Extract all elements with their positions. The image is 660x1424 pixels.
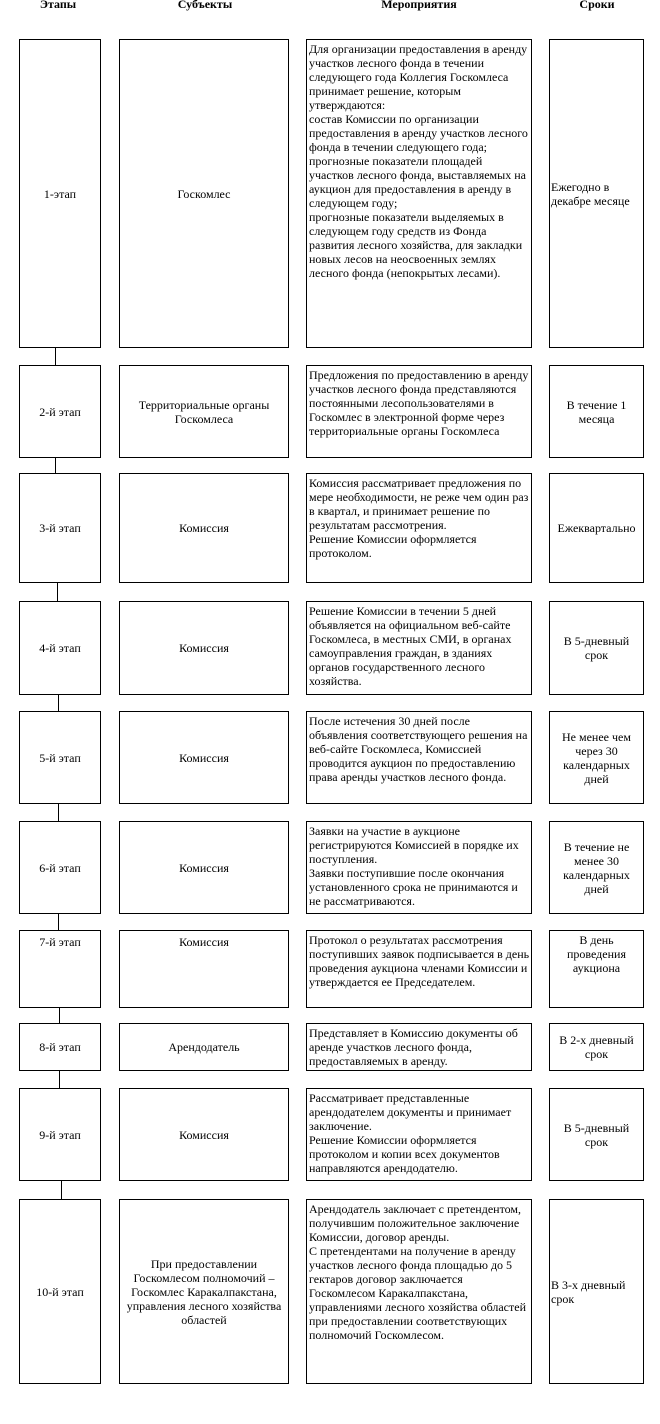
activity-box-6: Заявки на участие в аукционе регистрируются Комиссией в порядке их поступления. Заявки поступившие после окончания установленного срока не принимаются и не рассматриваются. <box>306 821 532 914</box>
stage-box-9: 9-й этап <box>19 1088 101 1181</box>
stage-box-4: 4-й этап <box>19 601 101 695</box>
header-activities: Мероприятия <box>381 0 457 11</box>
subject-box-9: Комиссия <box>119 1088 289 1181</box>
header-stages: Этапы <box>39 0 77 11</box>
stage-box-1: 1-этап <box>19 39 101 348</box>
activity-box-4: Решение Комиссии в течении 5 дней объявляется на официальном веб-сайте Госкомлеса, в местных СМИ, в органах самоуправления граждан, в зданиях органов государственного лесного хозяйства. <box>306 601 532 695</box>
connector-9-10 <box>61 1181 62 1199</box>
term-box-1: Ежегодно в декабре месяце <box>549 39 644 348</box>
subject-box-4: Комиссия <box>119 601 289 695</box>
connector-2-3 <box>55 458 56 473</box>
term-box-8: В 2-х дневный срок <box>549 1023 644 1071</box>
term-box-7: В день проведения аукциона <box>549 930 644 1008</box>
subject-box-6: Комиссия <box>119 821 289 914</box>
connector-7-8 <box>59 1008 60 1023</box>
stage-box-5: 5-й этап <box>19 711 101 804</box>
subject-box-2: Территориальные органы Госкомлеса <box>119 365 289 458</box>
stage-box-6: 6-й этап <box>19 821 101 914</box>
stage-box-3: 3-й этап <box>19 473 101 583</box>
activity-box-8: Представляет в Комиссию документы об аренде участков лесного фонда, предоставляемых в аренду. <box>306 1023 532 1071</box>
header-subjects: Субъекты <box>177 0 233 11</box>
connector-6-7 <box>58 914 59 930</box>
term-box-9: В 5-дневный срок <box>549 1088 644 1181</box>
subject-box-1: Госкомлес <box>119 39 289 348</box>
connector-8-9 <box>59 1071 60 1088</box>
activity-box-10: Арендодатель заключает с претендентом, получившим положительное заключение Комиссии, договор аренды. С претендентами на получение в аренду участков лесного фонда площадью до 5 гектаров договор заключается Госкомлесом Каракалпакстана, управлениями лесного хозяйства областей при предоставлении соответствующих полномочий Госкомлесом. <box>306 1199 532 1384</box>
activity-box-1: Для организации предоставления в аренду участков лесного фонда в течении следующего года Коллегия Госкомлеса принимает решение, которым утверждаются: состав Комиссии по организации предоставления в аренду участков лесного фонда в течении следующего года; прогнозные показатели площадей участков лесного фонда, выставляемых на аукцион для предоставления в аренду в следующем году; прогнозные показатели выделяемых в следующем году средств из Фонда развития лесного хозяйства, для закладки новых лесов на неосвоенных землях лесного фонда (непокрытых лесами). <box>306 39 532 348</box>
connector-4-5 <box>58 695 59 711</box>
stage-box-8: 8-й этап <box>19 1023 101 1071</box>
subject-box-8: Арендодатель <box>119 1023 289 1071</box>
activity-box-3: Комиссия рассматривает предложения по мере необходимости, не реже чем один раз в квартал, и принимает решение по результатам рассмотрения. Решение Комиссии оформляется протоколом. <box>306 473 532 583</box>
term-box-4: В 5-дневный срок <box>549 601 644 695</box>
connector-3-4 <box>57 583 58 601</box>
term-box-5: Не менее чем через 30 календарных дней <box>549 711 644 804</box>
header-terms: Сроки <box>579 0 615 11</box>
activity-box-2: Предложения по предоставлению в аренду участков лесного фонда представляются постоянными лесопользователями в Госкомлес в электронной форме через территориальные органы Госкомлеса <box>306 365 532 458</box>
term-box-10: В 3-х дневный срок <box>549 1199 644 1384</box>
activity-box-5: После истечения 30 дней после объявления соответствующего решения на веб-сайте Госкомлеса, Комиссией проводится аукцион по предоставлению права аренды участков лесного фонда. <box>306 711 532 804</box>
activity-box-9: Рассматривает представленные арендодателем документы и принимает заключение. Решение Комиссии оформляется протоколом и копии всех документов направляются арендодателю. <box>306 1088 532 1181</box>
term-box-3: Ежеквартально <box>549 473 644 583</box>
term-box-6: В течение не менее 30 календарных дней <box>549 821 644 914</box>
subject-box-3: Комиссия <box>119 473 289 583</box>
stage-box-2: 2-й этап <box>19 365 101 458</box>
term-box-2: В течение 1 месяца <box>549 365 644 458</box>
subject-box-5: Комиссия <box>119 711 289 804</box>
connector-5-6 <box>58 804 59 821</box>
subject-box-7: Комиссия <box>119 930 289 1008</box>
subject-box-10: При предоставлении Госкомлесом полномочий – Госкомлес Каракалпакстана, управления лесного хозяйства областей <box>119 1199 289 1384</box>
activity-box-7: Протокол о результатах рассмотрения поступивших заявок подписывается в день проведения аукциона членами Комиссии и утверждается ее Председателем. <box>306 930 532 1008</box>
stage-box-7: 7-й этап <box>19 930 101 1008</box>
stage-box-10: 10-й этап <box>19 1199 101 1384</box>
connector-1-2 <box>55 348 56 365</box>
